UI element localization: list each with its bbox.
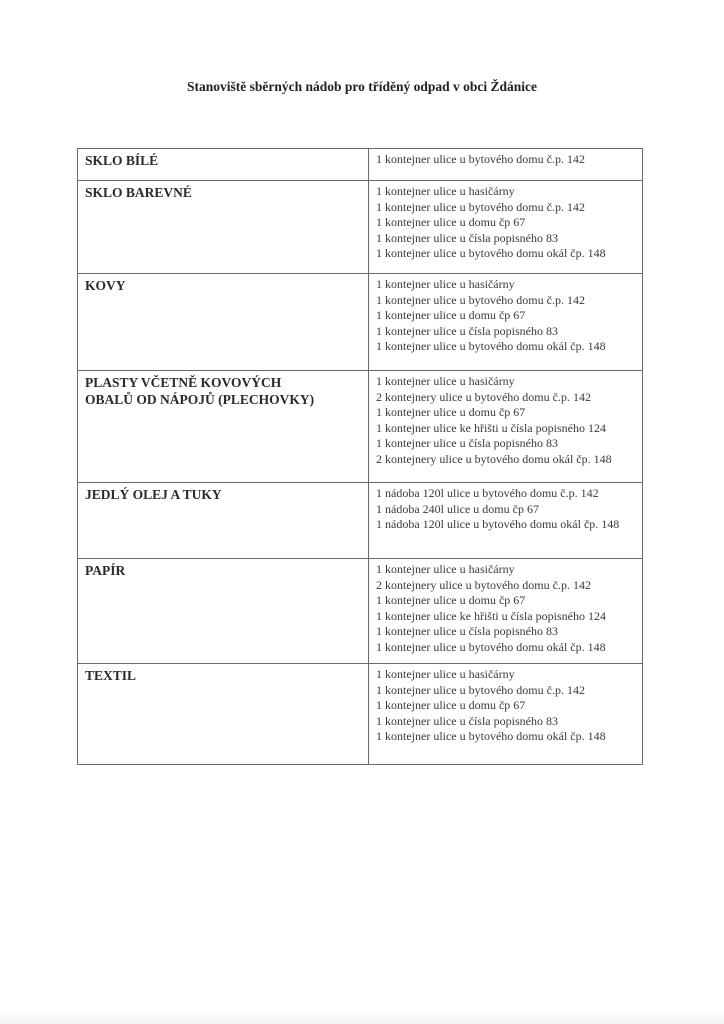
location-item: 1 kontejner ulice u čísla popisného 83 — [376, 230, 558, 245]
location-item: 1 kontejner ulice u domu čp 67 — [376, 698, 526, 712]
location-item: 1 kontejner ulice u čísla popisného 83 — [376, 624, 558, 638]
table-row-textil — [78, 664, 643, 765]
location-item: 1 kontejner ulice u hasičárny — [376, 277, 515, 291]
location-item: 1 kontejner ulice u domu čp 67 — [376, 593, 526, 607]
location-item: 2 kontejnery ulice u bytového domu č.p. 142 — [376, 577, 591, 592]
category-line: PLASTY VČETNĚ KOVOVÝCH — [85, 375, 282, 390]
table-row-papir — [78, 559, 643, 664]
location-item: 1 nádoba 120l ulice u bytového domu č.p. 142 — [376, 486, 599, 500]
location-item: 1 kontejner ulice u hasičárny — [376, 184, 515, 198]
locations-cell — [369, 483, 643, 559]
locations-cell — [369, 371, 643, 483]
location-item: 1 kontejner ulice u domu čp 67 — [376, 215, 526, 229]
category-line: OBALŮ OD NÁPOJŮ (PLECHOVKY) — [85, 392, 315, 407]
table-row-jedly-olej — [78, 483, 643, 559]
category-cell: KOVY — [78, 274, 369, 371]
document-title: Stanoviště sběrných nádob pro tříděný odpad v obci Ždánice — [186, 79, 538, 94]
category-cell — [78, 371, 369, 483]
location-item: 2 kontejnery ulice u bytového domu okál čp. 148 — [376, 451, 612, 466]
category-cell: PAPÍR — [78, 559, 369, 664]
locations-cell — [369, 664, 643, 765]
location-item: 1 kontejner ulice u hasičárny — [376, 562, 515, 576]
location-item: 1 kontejner ulice u bytového domu okál čp. 148 — [376, 729, 606, 743]
table-row-plasty — [78, 371, 643, 483]
location-item: 1 kontejner ulice u domu čp 67 — [376, 405, 526, 419]
table-row-sklo-bile — [78, 149, 643, 181]
category-cell: JEDLÝ OLEJ A TUKY — [78, 483, 369, 559]
location-item: 1 kontejner ulice u bytového domu okál čp. 148 — [376, 639, 606, 654]
table-row-sklo-barevne — [78, 181, 643, 274]
location-item: 1 nádoba 240l ulice u domu čp 67 — [376, 501, 539, 516]
table-row-kovy — [78, 274, 643, 371]
locations-cell — [369, 149, 643, 181]
scan-edge — [0, 1012, 724, 1024]
waste-sites-table — [77, 148, 643, 765]
category-cell: SKLO BÍLÉ — [78, 149, 369, 181]
location-item: 1 kontejner ulice u hasičárny — [376, 374, 515, 388]
locations-cell — [369, 559, 643, 664]
location-item: 1 kontejner ulice u čísla popisného 83 — [376, 323, 558, 338]
location-item: 1 kontejner ulice u bytového domu okál čp. 148 — [376, 246, 606, 260]
location-item: 2 kontejnery ulice u bytového domu č.p. 142 — [376, 389, 591, 404]
location-item: 1 kontejner ulice ke hřišti u čísla popisného 124 — [376, 420, 606, 435]
location-item: 1 kontejner ulice u bytového domu č.p. 142 — [376, 152, 585, 166]
locations-cell — [369, 274, 643, 371]
category-cell: SKLO BAREVNÉ — [78, 181, 369, 274]
category-cell: TEXTIL — [78, 664, 369, 765]
location-item: 1 nádoba 120l ulice u bytového domu okál čp. 148 — [376, 517, 620, 531]
location-item: 1 kontejner ulice u hasičárny — [376, 667, 515, 681]
location-item: 1 kontejner ulice u bytového domu č.p. 142 — [376, 199, 585, 214]
location-item: 1 kontejner ulice u bytového domu okál čp. 148 — [376, 339, 606, 353]
location-item: 1 kontejner ulice u bytového domu č.p. 142 — [376, 682, 585, 697]
location-item: 1 kontejner ulice ke hřišti u čísla popisného 124 — [376, 608, 606, 623]
location-item: 1 kontejner ulice u čísla popisného 83 — [376, 713, 558, 728]
locations-cell — [369, 181, 643, 274]
location-item: 1 kontejner ulice u bytového domu č.p. 142 — [376, 292, 585, 307]
location-item: 1 kontejner ulice u čísla popisného 83 — [376, 436, 558, 450]
location-item: 1 kontejner ulice u domu čp 67 — [376, 308, 526, 322]
